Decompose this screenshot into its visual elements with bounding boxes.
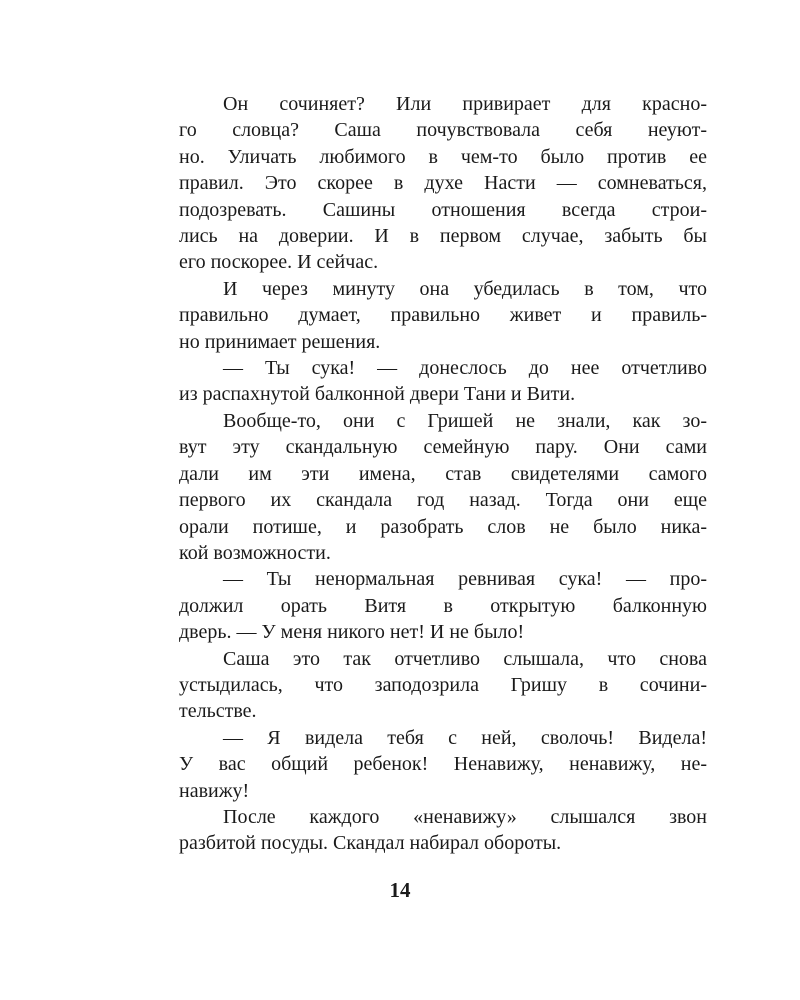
text-line: — Я видела тебя с ней, сволочь! Видела! xyxy=(223,726,707,749)
text-line: но. Уличать любимого в чем-то было против ее xyxy=(179,145,707,168)
text-line: вут эту скандальную семейную пару. Они сами xyxy=(179,436,707,459)
text-line: из распахнутой балконной двери Тани и Вити. xyxy=(179,383,576,406)
text-line: кой возможности. xyxy=(179,541,331,564)
text-line: орали потише, и разобрать слов не было ника- xyxy=(179,515,707,538)
text-line: тельстве. xyxy=(179,700,257,723)
text-line: но принимает решения. xyxy=(179,330,381,353)
text-line: У вас общий ребенок! Ненавижу, ненавижу, не- xyxy=(179,753,707,776)
text-line: лись на доверии. И в первом случае, забыть бы xyxy=(179,225,707,248)
paragraph xyxy=(135,91,707,276)
text-line: устыдилась, что заподозрила Гришу в сочини- xyxy=(179,673,707,696)
page-number: 14 xyxy=(389,878,411,902)
text-line: И через минуту она убедилась в том, что xyxy=(223,277,707,300)
text-line: — Ты сука! — донеслось до нее отчетливо xyxy=(223,357,707,380)
paragraph xyxy=(135,408,707,566)
paragraph xyxy=(135,804,707,857)
text-line: Он сочиняет? Или привирает для красно- xyxy=(223,93,707,115)
text-line: — Ты ненормальная ревнивая сука! — про- xyxy=(223,568,707,591)
text-line: правильно думает, правильно живет и правиль- xyxy=(179,304,707,327)
text-line: После каждого «ненавижу» слышался звон xyxy=(223,805,707,828)
text-line: подозревать. Сашины отношения всегда строи- xyxy=(179,198,707,221)
paragraph xyxy=(135,355,707,408)
text-line: разбитой посуды. Скандал набирал обороты. xyxy=(179,832,562,855)
text-line: первого их скандала год назад. Тогда они еще xyxy=(179,489,707,512)
text-line: Саша это так отчетливо слышала, что снова xyxy=(223,647,707,670)
paragraph xyxy=(135,646,707,725)
text-line: навижу! xyxy=(179,779,250,802)
text-line: должил орать Витя в открытую балконную xyxy=(179,594,707,617)
paragraph xyxy=(135,566,707,645)
paragraph xyxy=(135,725,707,804)
text-line: Вообще-то, они с Гришей не знали, как зо- xyxy=(223,409,707,432)
paragraph xyxy=(135,276,707,355)
text-line: го словца? Саша почувствовала себя неуют- xyxy=(179,119,707,142)
text-line: его поскорее. И сейчас. xyxy=(179,251,379,274)
text-line: дверь. — У меня никого нет! И не было! xyxy=(179,621,525,644)
text-line: дали им эти имена, став свидетелями самого xyxy=(179,462,707,485)
body-text xyxy=(135,91,707,857)
text-line: правил. Это скорее в духе Насти — сомневаться, xyxy=(179,172,707,195)
